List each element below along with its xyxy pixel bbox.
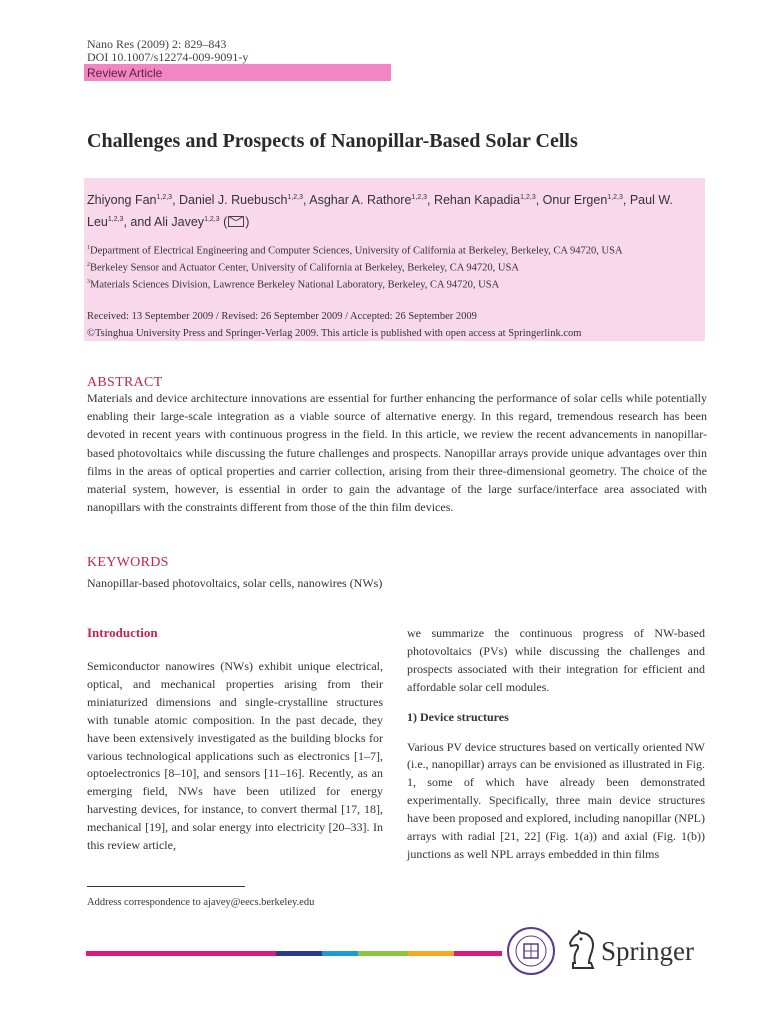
doi: DOI 10.1007/s12274-009-9091-y: [87, 50, 249, 64]
affil-text: Berkeley Sensor and Actuator Center, University of California at Berkeley, Berkeley, CA 94720, USA: [90, 262, 519, 274]
author-name: Asghar A. Rathore: [309, 193, 412, 208]
paper-title: Challenges and Prospects of Nanopillar-Based Solar Cells: [87, 130, 578, 152]
author-affil: 1,2,3: [411, 194, 427, 201]
band-segment: [322, 951, 358, 956]
column-right: [407, 625, 705, 864]
intro-paragraph-cont: we summarize the continuous progress of NW-based photovoltaics (PVs) while discussing the challenges and prospects associated with their integration for efficient and affordable solar cell modules.: [407, 626, 705, 694]
affil-num: 1: [87, 245, 90, 251]
correspondence-footnote: Address correspondence to ajavey@eecs.berkeley.edu: [87, 897, 315, 908]
seal-icon: [506, 926, 556, 976]
author-name: Zhiyong Fan: [87, 193, 157, 208]
band-segment: [358, 951, 408, 956]
footnote-rule: [87, 886, 245, 887]
introduction-heading: Introduction: [87, 625, 158, 640]
journal-citation: Nano Res (2009) 2: 829–843: [87, 37, 227, 51]
intro-paragraph: Semiconductor nanowires (NWs) exhibit unique electrical, optical, and mechanical properties arising from their miniaturized dimensions and single-crystalline structures with tunable atomic composition. In the past decade, they have been extensively investigated as the building blocks for various technological applications such as electronics [1–7], optoelectronics [8–10], and sensors [11–16]. Recently, as an emerging field, NWs have been utilized for energy harvesting devices, for instance, to convert thermal [17, 18], mechanical [19], and solar energy into electricity [20–33]. In this review article,: [87, 659, 383, 853]
affil-num: 3: [87, 279, 90, 285]
band-segment: [86, 951, 276, 956]
publisher-name: Springer: [601, 936, 694, 966]
author-affil: 1,2,3: [156, 194, 173, 201]
author-sep: ,: [303, 193, 310, 208]
copyright-line: ©Tsinghua University Press and Springer-Verlag 2009. This article is published with open access at Springerlink.com: [87, 328, 582, 339]
device-structures-heading: 1) Device structures: [407, 709, 509, 724]
author-affil: 1,2,3: [107, 216, 124, 224]
band-segment: [276, 951, 322, 956]
author-affil: 1,2,3: [607, 194, 623, 201]
author-name: Daniel J. Ruebusch: [179, 193, 288, 208]
author-name: Paul W. Leu: [87, 193, 673, 230]
author-sep: ,: [622, 193, 630, 208]
article-type-bar: [84, 64, 391, 81]
author-name: Ali Javey: [154, 215, 205, 230]
abstract-text: Materials and device architecture innovations are essential for further enhancing the performance of solar cells while potentially enabling their large-scale integration as a viable source of alternative energy. In this regard, tremendous research has been devoted in recent years with continuous progress in the field. In this article, we review the recent advancements in nanopillar-based photovoltaics while discussing the future challenges and prospects. Nanopillar arrays provide unique advantages over thin films in the areas of optical properties and carrier collection, arising from their three-dimensional geometry. The choice of the material system, however, is essential in order to gain the advantage of the large surface/interface area associated with nanopillars with the constraints different from those of the thin film devices.: [87, 391, 707, 515]
chess-knight-icon: [567, 930, 599, 970]
device-structures-paragraph: Various PV device structures based on vertically oriented NW (i.e., nanopillar) arrays can be envisioned as illustrated in Fig. 1, some of which have already been demonstrated experimentally. Specifically, three main device structures have been proposed and explored, including nanopillar (NPL) arrays with radial [21, 22] (Fig. 1(a)) and axial (Fig. 1(b)) junctions as well NPL arrays embedded in thin films: [407, 739, 705, 861]
author-sep: ,: [535, 193, 543, 208]
tsinghua-press-seal: [506, 926, 556, 976]
author-name: Rehan Kapadia: [433, 193, 521, 208]
keywords-text: Nanopillar-based photovoltaics, solar cells, nanowires (NWs): [87, 576, 383, 590]
article-dates: Received: 13 September 2009 / Revised: 26 September 2009 / Accepted: 26 September 2009: [87, 311, 477, 322]
column-left: [87, 658, 383, 855]
affiliation-3: [87, 276, 705, 292]
band-segment: [408, 951, 454, 956]
affiliation-1: [87, 242, 705, 258]
author-affil: 1,2,3: [287, 194, 303, 201]
author-sep: , and: [123, 215, 155, 230]
abstract-heading: ABSTRACT: [87, 375, 163, 390]
affiliation-2: [87, 259, 705, 275]
author-name: Onur Ergen: [542, 193, 608, 208]
author-affil: 1,2,3: [520, 194, 536, 201]
color-band: [86, 951, 502, 956]
springer-logo: [567, 930, 694, 975]
affil-text: Department of Electrical Engineering and Computer Sciences, University of California at Berkeley, Berkeley, CA 94720, USA: [90, 245, 623, 257]
article-type: Review Article: [87, 66, 163, 80]
keywords-heading: KEYWORDS: [87, 555, 169, 570]
envelope-icon[interactable]: [228, 216, 244, 227]
band-segment: [454, 951, 502, 956]
author-sep: ,: [427, 193, 434, 208]
affil-text: Materials Sciences Division, Lawrence Berkeley National Laboratory, Berkeley, CA 94720, USA: [90, 279, 500, 291]
author-list: Zhiyong Fan$^{1,2,3}$, Daniel J. Ruebusch$^{1,2,3}$, Asghar A. Rathore$^{1,2,3}$, Rehan Kapadia$^{1,2,3}$, Onur Ergen$^{1,2,3}$, Paul W. Leu$^{1,2,3}$, and Ali Javey$^{1,2,3}$ ( ): [87, 193, 673, 230]
affil-num: 2: [87, 262, 90, 268]
author-sep: ,: [172, 193, 180, 208]
author-affil: 1,2,3: [204, 216, 220, 224]
